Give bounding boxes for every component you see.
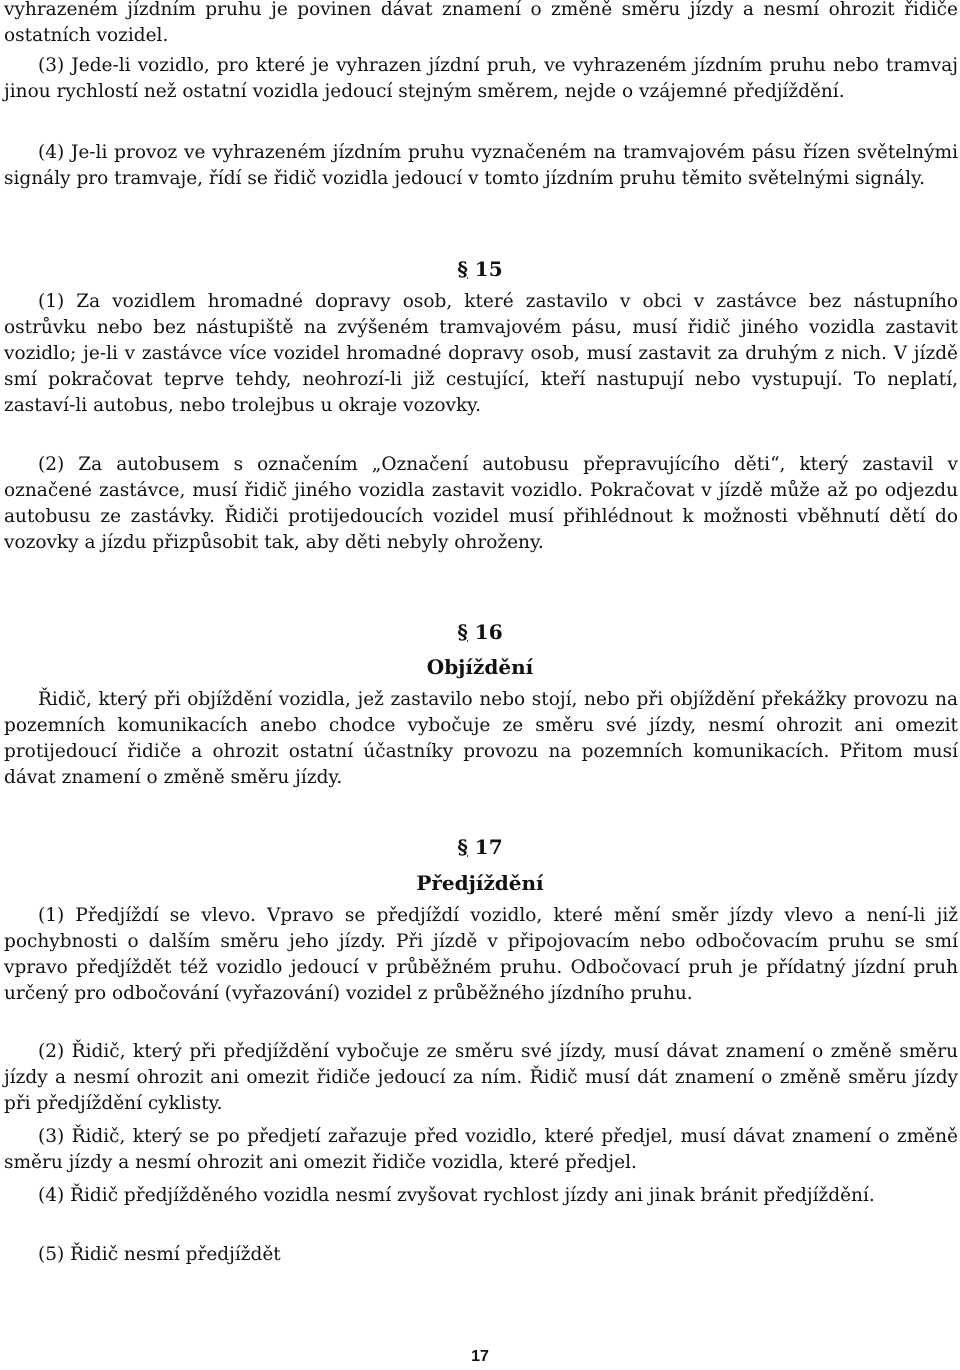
paragraph-17-1: (1) Předjíždí se vlevo. Vpravo se předjíždí vozidlo, které mění směr jízdy vlevo a není-li již pochybnosti o dalším směru jeho jízdy. Při jízdě v připojovacím nebo odbočovacím pruhu se smí vpravo předjíždět též vozidlo jedoucí v průběžném pruhu. Odbočovací pruh je přídatný jízdní pruh určený pro odbočování (vyřazování) vozidel z průběžného jízdního pruhu. — [4, 905, 958, 1004]
section-sign: § — [457, 835, 468, 859]
section-16-title: Objíždění — [426, 655, 534, 679]
section-number: 15 — [474, 257, 503, 281]
paragraph-15-1: (1) Za vozidlem hromadné dopravy osob, které zastavilo v obci v zastávce bez nástupního ostrůvku nebo bez nástupiště na zvýšeném tramvajovém pásu, musí řidič jiného vozidla zastavit vozidlo; je-li v zastávce více vozidel hromadné dopravy osob, musí zastavit za druhým z nich. V jízdě smí pokračovat teprve tehdy, neohrozí-li již cestující, kteří nastupují nebo vystupují. To neplatí, zastaví-li autobus, nebo trolejbus u okraje vozovky. — [4, 291, 958, 416]
page-number: 17 — [471, 1348, 489, 1365]
section-number: 16 — [474, 620, 503, 644]
section-17-title: Předjíždění — [416, 871, 544, 895]
section-sign: § — [457, 620, 468, 644]
section-15-heading — [0, 256, 960, 282]
paragraph-14-4: (4) Je-li provoz ve vyhrazeném jízdním pruhu vyznačeném na tramvajovém pásu řízen světelnými signály pro tramvaje, řídí se řidič vozidla jedoucí v tomto jízdním pruhu těmito světelnými signály. — [4, 142, 958, 189]
paragraph-16: Řidič, který při objíždění vozidla, jež zastavilo nebo stojí, nebo při objíždění překážky provozu na pozemních komunikacích anebo chodce vybočuje ze směru své jízdy, nesmí ohrozit ani omezit protijedoucí řidiče a ohrozit ostatní účastníky provozu na pozemních komunikacích. Přitom musí dávat znamení o změně směru jízdy. — [4, 689, 958, 788]
paragraph-15-2: (2) Za autobusem s označením „Označení autobusu přepravujícího děti“, který zastavil v označené zastávce, musí řidič jiného vozidla zastavit vozidlo. Pokračovat v jízdě může až po odjezdu autobusu ze zastávky. Řidiči protijedoucích vozidel musí přihlédnout k možnosti vběhnutí dětí do vozovky a jízdu přizpůsobit tak, aby děti nebyly ohroženy. — [4, 454, 958, 553]
section-17-heading — [0, 834, 960, 860]
paragraph-17-4: (4) Řidič předjížděného vozidla nesmí zvyšovat rychlost jízdy ani jinak bránit předjíždění. — [38, 1185, 875, 1206]
paragraph-17-5: (5) Řidič nesmí předjíždět — [38, 1244, 281, 1265]
paragraph-continued: vyhrazeném jízdním pruhu je povinen dávat znamení o změně směru jízdy a nesmí ohrozit řidiče ostatních vozidel. — [4, 0, 958, 46]
paragraph-17-3: (3) Řidič, který se po předjetí zařazuje před vozidlo, které předjel, musí dávat znamení o změně směru jízdy a nesmí ohrozit ani omezit řidiče vozidla, které předjel. — [4, 1126, 958, 1173]
section-sign: § — [457, 257, 468, 281]
paragraph-14-3: (3) Jede-li vozidlo, pro které je vyhrazen jízdní pruh, ve vyhrazeném jízdním pruhu nebo tramvaj jinou rychlostí než ostatní vozidla jedoucí stejným směrem, nejde o vzájemné předjíždění. — [4, 55, 958, 102]
paragraph-17-2: (2) Řidič, který při předjíždění vybočuje ze směru své jízdy, musí dávat znamení o změně směru jízdy a nesmí ohrozit ani omezit řidiče jedoucí za ním. Řidič musí dát znamení o změně směru jízdy při předjíždění cyklisty. — [4, 1041, 958, 1114]
section-16-heading — [0, 619, 960, 645]
section-number: 17 — [474, 835, 503, 859]
